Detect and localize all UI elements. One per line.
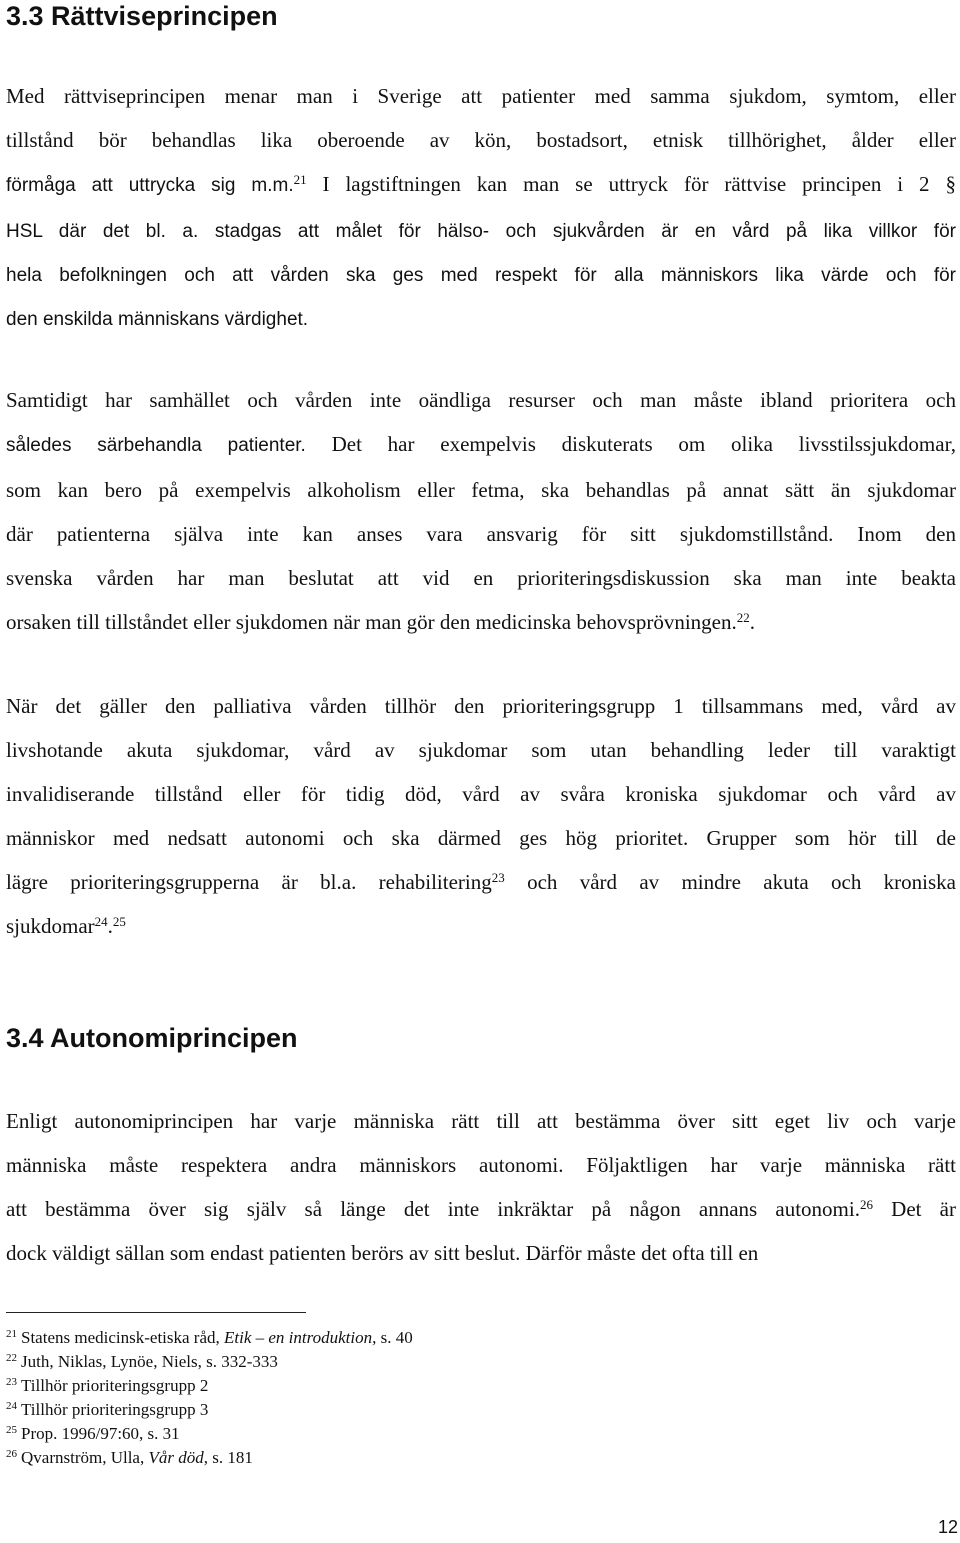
text-line: förmåga att uttrycka sig m.m.$^{21}$ I lagstiftningen kan man se uttryck för rättvise principen i 2 § [6,172,956,196]
footnote: $^{23}$ Tillhör prioriteringsgrupp 2 [6,1376,209,1395]
text-line: När det gäller den palliativa vården tillhör den prioriteringsgrupp 1 tillsammans med, vård av [6,694,956,718]
footnote-ref-25: 25 [112,914,126,929]
text-line: den enskilda människans värdighet. [6,309,309,330]
footnote: $^{21}$ Statens medicinsk-etiska råd, Etik – en introduktion, s. 40 [6,1328,413,1347]
section-heading-rattviseprincipen: 3.3 Rättviseprincipen [6,1,278,31]
footnote-ref-26: 26 [859,1197,873,1212]
page-number: 12 [937,1517,958,1537]
text-line: Samtidigt har samhället och vården inte oändliga resurser och man måste ibland prioritera och [6,388,956,412]
footnote: $^{25}$ Prop. 1996/97:60, s. 31 [6,1424,180,1443]
text-line: dock väldigt sällan som endast patienten berörs av sitt beslut. Därför måste det ofta till en [6,1241,759,1265]
text-line: människor med nedsatt autonomi och ska därmed ges hög prioritet. Grupper som hör till de [6,826,956,850]
text-line: människa måste respektera andra människors autonomi. Följaktligen har varje människa rätt [6,1153,956,1177]
text-line: lägre prioriteringsgrupperna är bl.a. rehabilitering$^{23}$ och vård av mindre akuta och kroniska [6,870,956,894]
text-line: som kan bero på exempelvis alkoholism eller fetma, ska behandlas på annat sätt än sjukdomar [6,478,956,502]
footnote-ref-24: 24 [94,914,108,929]
footnote: $^{26}$ Qvarnström, Ulla, Vår död, s. 181 [6,1448,253,1467]
footnote-ref-23: 23 [491,870,505,885]
text-line: hela befolkningen och att vården ska ges med respekt för alla människors lika värde och för [6,265,956,286]
text-line: således särbehandla patienter. Det har exempelvis diskuterats om olika livsstilssjukdomar, [6,432,956,456]
paragraph-palliativ-vard [6,684,956,948]
text-line: sjukdomar$^{24}$.$^{25}$ [6,914,126,938]
paragraph-autonomi [6,1099,956,1275]
text-line: tillstånd bör behandlas lika oberoende av kön, bostadsort, etnisk tillhörighet, ålder eller [6,128,956,152]
paragraph-rattvise-resources [6,378,956,644]
section-heading-autonomiprincipen: 3.4 Autonomiprincipen [6,1023,298,1053]
footnotes [6,1326,906,1470]
text-line: livshotande akuta sjukdomar, vård av sjukdomar som utan behandling leder till varaktigt [6,738,956,762]
text-line: orsaken till tillståndet eller sjukdomen när man gör den medicinska behovsprövningen.$^{22}$. [6,610,755,634]
footnote: $^{24}$ Tillhör prioriteringsgrupp 3 [6,1400,209,1419]
text-line: Med rättviseprincipen menar man i Sverige att patienter med samma sjukdom, symtom, eller [6,84,956,108]
footnote: $^{22}$ Juth, Niklas, Lynöe, Niels, s. 332-333 [6,1352,278,1371]
text-line: att bestämma över sig själv så länge det inte inkräktar på någon annans autonomi.$^{26}$ Det är [6,1197,956,1221]
paragraph-rattvise-intro [6,74,956,342]
footnote-separator [6,1312,306,1313]
footnote-ref-22: 22 [736,610,750,625]
footnote-ref-21: 21 [293,172,307,187]
text-line: där patienterna själva inte kan anses vara ansvarig för sitt sjukdomstillstånd. Inom den [6,522,956,546]
text-line: svenska vården har man beslutat att vid en prioriteringsdiskussion ska man inte beakta [6,566,956,590]
text-line: invalidiserande tillstånd eller för tidig död, vård av svåra kroniska sjukdomar och vård av [6,782,956,806]
text-line: HSL där det bl. a. stadgas att målet för hälso- och sjukvården är en vård på lika villkor för [6,221,956,242]
text-line: Enligt autonomiprincipen har varje människa rätt till att bestämma över sitt eget liv och varje [6,1109,956,1133]
